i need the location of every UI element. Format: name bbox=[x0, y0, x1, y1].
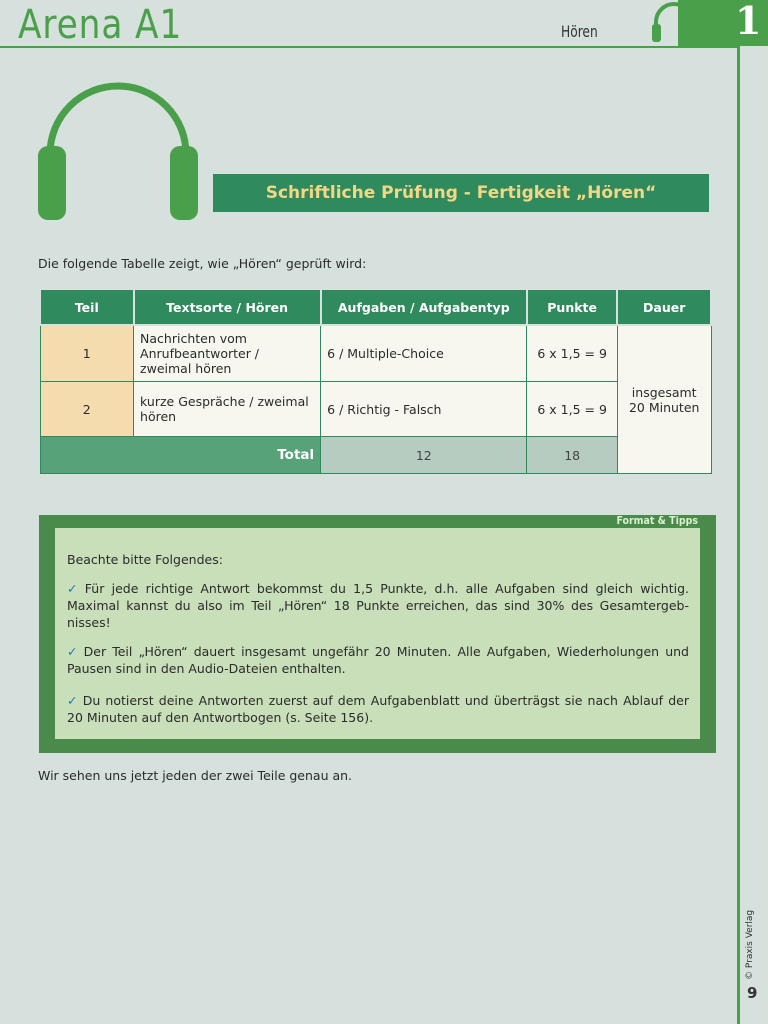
tips-tag: Format & Tipps bbox=[616, 515, 698, 527]
punkte-cell: 6 x 1,5 = 9 bbox=[527, 382, 618, 437]
tip-text: Du notierst deine Antworten zuerst auf dem Aufgabenblatt und überträgst sie nach Ablauf der 20 Minuten auf den Antwortbogen (s. Seite 156). bbox=[67, 693, 689, 725]
tips-box bbox=[39, 515, 716, 753]
column-header: Textsorte / Hören bbox=[134, 289, 321, 325]
teil-cell: 1 bbox=[40, 325, 134, 382]
table-row bbox=[40, 382, 711, 437]
teil-cell: 2 bbox=[40, 382, 134, 437]
tips-heading: Beachte bitte Folgendes: bbox=[67, 552, 223, 567]
column-header: Dauer bbox=[617, 289, 711, 325]
tips-content bbox=[55, 528, 700, 739]
exam-table bbox=[39, 288, 712, 474]
total-label: Total bbox=[40, 437, 321, 474]
tip-item bbox=[67, 643, 689, 677]
tip-text: Der Teil „Hören“ dauert insgesamt ungefähr 20 Minuten. Alle Aufgaben, Wiederholungen und Pausen sind in den Audio-Dateien enthalten. bbox=[67, 644, 689, 676]
right-frame-rule bbox=[737, 44, 740, 1024]
section-label: Hören bbox=[561, 22, 598, 41]
column-header: Aufgaben / Aufgabentyp bbox=[321, 289, 527, 325]
aufgaben-cell: 6 / Richtig - Falsch bbox=[321, 382, 527, 437]
textsorte-cell: kurze Gespräche / zweimal hören bbox=[134, 382, 321, 437]
textsorte-cell: Nachrichten vom Anrufbeantworter / zweimal hören bbox=[134, 325, 321, 382]
punkte-cell: 6 x 1,5 = 9 bbox=[527, 325, 618, 382]
aufgaben-cell: 6 / Multiple-Choice bbox=[321, 325, 527, 382]
headphones-icon bbox=[36, 82, 200, 226]
column-header: Teil bbox=[40, 289, 134, 325]
check-icon: ✓ bbox=[67, 693, 79, 708]
publisher-credit bbox=[745, 909, 761, 990]
tip-text: Für jede richtige Antwort bekommst du 1,5 Punkte, d.h. alle Aufgaben sind gleich wichtig. Maximal kannst du also im Teil „Hören“ 18 Punkte erreichen, das sind 30% des Gesamtergeb-nisses! bbox=[67, 581, 689, 630]
chapter-number: 1 bbox=[735, 0, 762, 43]
check-icon: ✓ bbox=[67, 581, 81, 596]
check-icon: ✓ bbox=[67, 644, 80, 659]
table-header-row bbox=[40, 289, 711, 325]
page-number: 9 bbox=[747, 984, 758, 1002]
table-row bbox=[40, 325, 711, 382]
total-punkte: 18 bbox=[527, 437, 618, 474]
section-title: Schriftliche Prüfung - Fertigkeit „Hören“ bbox=[213, 174, 709, 212]
brand-title: Arena A1 bbox=[18, 2, 183, 48]
total-aufgaben: 12 bbox=[321, 437, 527, 474]
intro-text: Die folgende Tabelle zeigt, wie „Hören“ geprüft wird: bbox=[38, 256, 367, 271]
tip-item bbox=[67, 580, 689, 631]
outro-text: Wir sehen uns jetzt jeden der zwei Teile genau an. bbox=[38, 768, 353, 783]
publisher-text: © Praxis Verlag bbox=[745, 909, 755, 980]
dauer-cell: insgesamt 20 Minuten bbox=[617, 325, 711, 474]
tip-item bbox=[67, 692, 689, 726]
total-row bbox=[40, 437, 711, 474]
column-header: Punkte bbox=[527, 289, 618, 325]
